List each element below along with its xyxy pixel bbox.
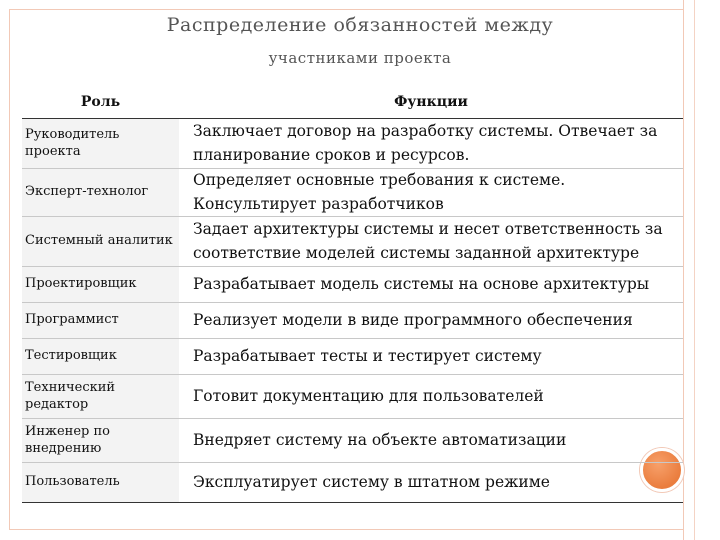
title-line-1: Распределение обязанностей между bbox=[166, 14, 554, 36]
role-cell: Программист bbox=[22, 303, 179, 339]
table-row bbox=[22, 339, 683, 375]
role-cell: Пользователь bbox=[22, 463, 179, 503]
table-row bbox=[22, 419, 683, 463]
header-functions: Функции bbox=[179, 86, 683, 119]
function-cell: Внедряет систему на объекте автоматизации bbox=[193, 430, 567, 449]
function-cell: Эксплуатирует систему в штатном режиме bbox=[193, 472, 550, 491]
role-cell: Тестировщик bbox=[22, 339, 179, 375]
role-cell: Технический редактор bbox=[22, 375, 179, 419]
function-cell: Готовит документацию для пользователей bbox=[193, 386, 544, 405]
header-role: Роль bbox=[22, 86, 179, 119]
table-row bbox=[22, 267, 683, 303]
table-header-row bbox=[22, 86, 683, 119]
function-cell: Задает архитектуры системы и несет ответственность за соответствие моделей системы заданной архитектуре bbox=[193, 220, 663, 262]
table-row bbox=[22, 463, 683, 503]
table-row bbox=[22, 375, 683, 419]
role-cell: Руководитель проекта bbox=[22, 119, 179, 169]
function-cell: Заключает договор на разработку системы. Отвечает за планирование сроков и ресурсов. bbox=[179, 119, 683, 169]
table-row bbox=[22, 119, 683, 169]
decorative-line bbox=[694, 0, 695, 540]
function-cell: Реализует модели в виде программного обеспечения bbox=[193, 310, 633, 329]
function-cell: Разрабатывает модель системы на основе архитектуры bbox=[193, 274, 650, 293]
table-row bbox=[22, 217, 683, 267]
table-row bbox=[22, 303, 683, 339]
role-cell: Эксперт-технолог bbox=[22, 169, 179, 217]
role-cell: Инженер по внедрению bbox=[22, 419, 179, 463]
roles-table bbox=[22, 86, 683, 503]
role-cell: Проектировщик bbox=[22, 267, 179, 303]
table-row bbox=[22, 169, 683, 217]
slide-title bbox=[100, 10, 620, 70]
title-line-2: участниками проекта bbox=[268, 49, 452, 68]
function-cell: Определяет основные требования к системе. Консультирует разработчиков bbox=[193, 171, 566, 213]
role-cell: Системный аналитик bbox=[22, 217, 179, 267]
function-cell: Разрабатывает тесты и тестирует систему bbox=[193, 346, 542, 365]
decorative-side-bar bbox=[683, 0, 720, 540]
